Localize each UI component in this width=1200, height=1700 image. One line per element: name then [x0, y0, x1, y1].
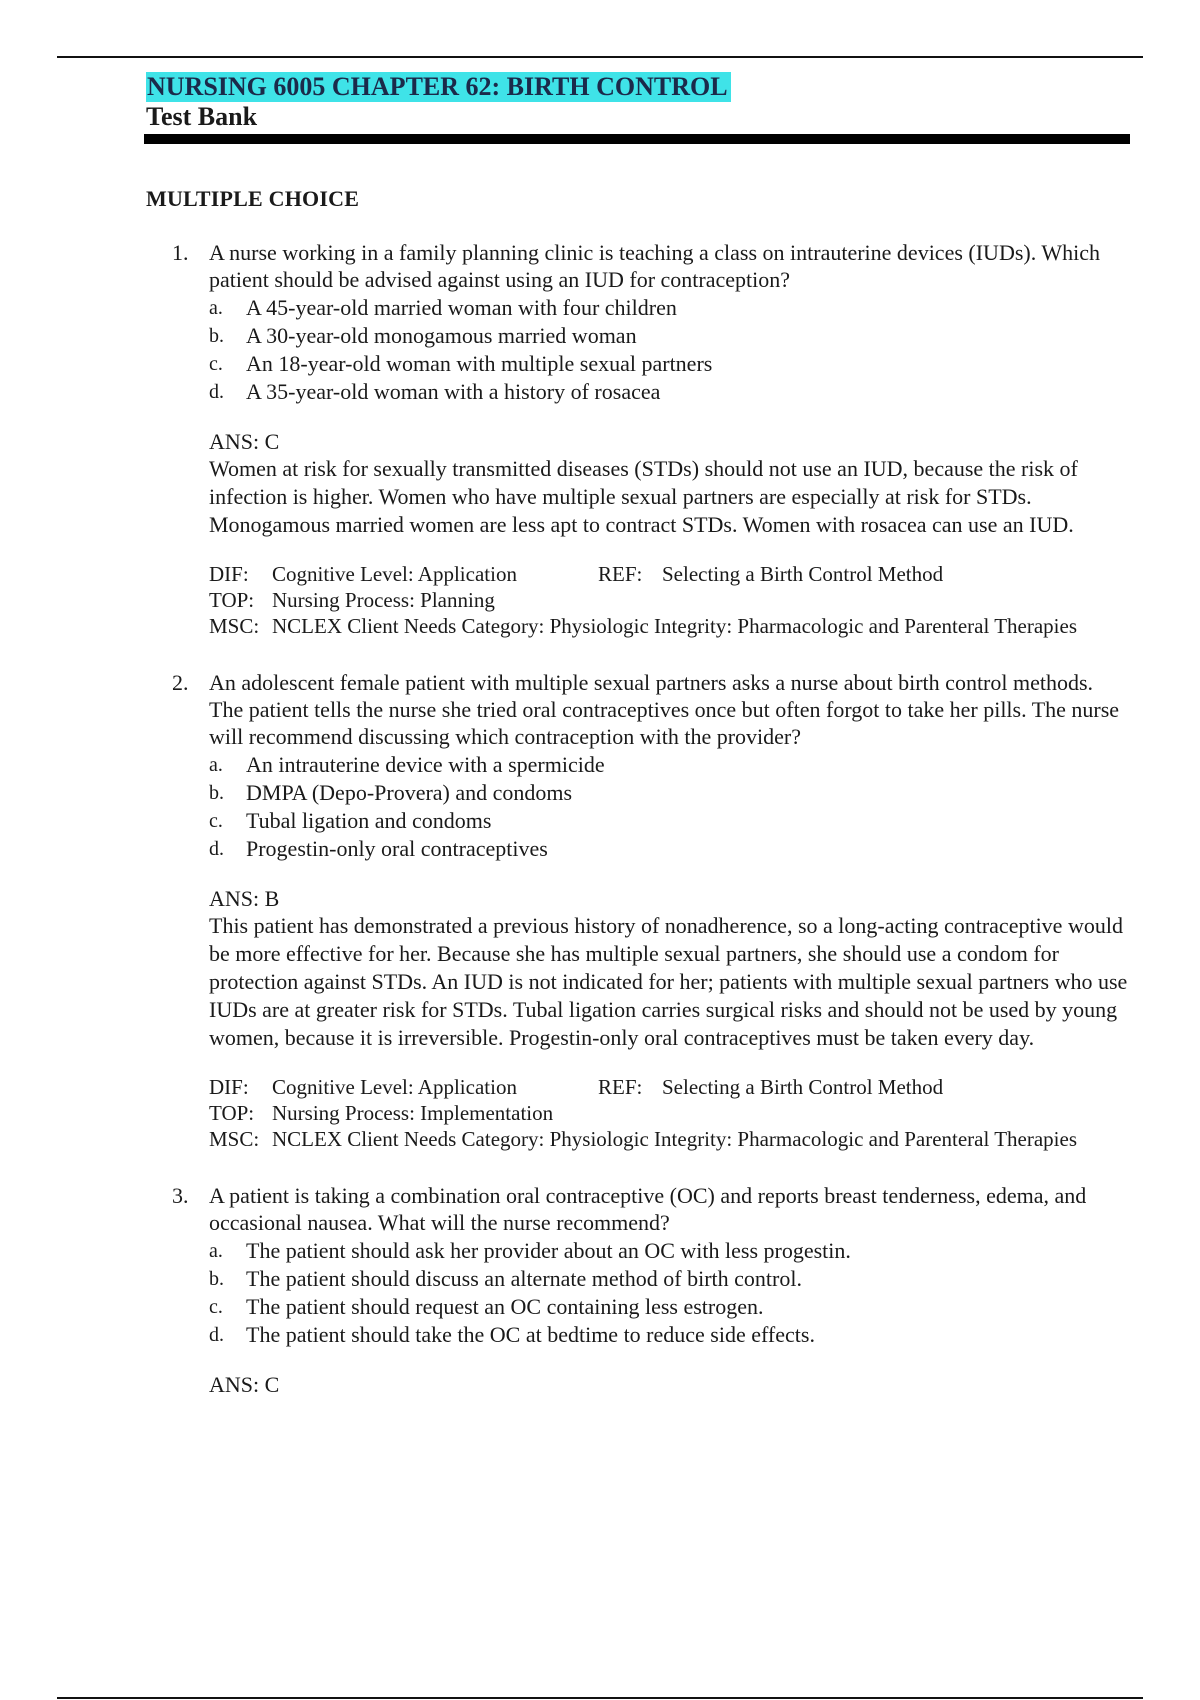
- option-letter: d.: [209, 1324, 224, 1346]
- question-2: [172, 669, 1132, 1152]
- option-letter: d.: [209, 838, 224, 860]
- answer-key: ANS: B: [209, 886, 280, 911]
- option-c: [209, 350, 1132, 378]
- ref-label: REF:: [598, 1075, 643, 1099]
- question-metadata: [209, 561, 1132, 639]
- option-text: A 45-year-old married woman with four children: [246, 295, 677, 320]
- header-divider: [144, 134, 1130, 144]
- option-a: [209, 294, 1132, 322]
- top-label: TOP:: [209, 588, 255, 612]
- option-d: [209, 378, 1132, 406]
- option-b: [209, 779, 1132, 807]
- top-value: Nursing Process: Implementation: [272, 1101, 554, 1125]
- option-d: [209, 835, 1132, 863]
- question-stem: A nurse working in a family planning clinic is teaching a class on intrauterine devices (IUDs). Which patient should be advised against using an IUD for contraception?: [209, 240, 1100, 292]
- ref-label: REF:: [598, 562, 643, 586]
- option-text: DMPA (Depo-Provera) and condoms: [246, 780, 573, 805]
- option-letter: b.: [209, 1268, 224, 1290]
- option-letter: b.: [209, 782, 224, 804]
- rationale-text: This patient has demonstrated a previous history of nonadherence, so a long-acting contraceptive would be more effective for her. Because she has multiple sexual partners, she should use a condom for protection against STDs. An IUD is not indicated for her; patients with multiple sexual partners who use IUDs are at greater risk for STDs. Tubal ligation carries surgical risks and should not be used by young women, because it is irreversible. Progestin-only oral contraceptives must be taken every day.: [209, 913, 1128, 1050]
- option-text: A 35-year-old woman with a history of rosacea: [246, 379, 661, 404]
- dif-label: DIF:: [209, 562, 249, 586]
- msc-value: NCLEX Client Needs Category: Physiologic Integrity: Pharmacologic and Parenteral Therapies: [272, 1127, 1077, 1151]
- option-d: [209, 1321, 1132, 1349]
- option-text: Progestin-only oral contraceptives: [246, 836, 548, 861]
- option-c: [209, 807, 1132, 835]
- answer-key: ANS: C: [209, 1372, 280, 1397]
- section-heading: MULTIPLE CHOICE: [146, 186, 360, 211]
- rationale-text: Women at risk for sexually transmitted diseases (STDs) should not use an IUD, because the risk of infection is higher. Women who have multiple sexual partners are especially at risk for STDs. Monogamous married women are less apt to contract STDs. Women with rosacea can use an IUD.: [209, 456, 1078, 537]
- answer-options: [209, 294, 1132, 406]
- msc-label: MSC:: [209, 614, 260, 638]
- option-c: [209, 1293, 1132, 1321]
- option-b: [209, 1265, 1132, 1293]
- document-header: [146, 72, 1130, 132]
- top-rule: [57, 56, 1143, 58]
- msc-label: MSC:: [209, 1127, 260, 1151]
- question-list: [172, 239, 1132, 1428]
- option-text: The patient should ask her provider about an OC with less progestin.: [246, 1238, 851, 1263]
- ref-value: Selecting a Birth Control Method: [662, 1075, 944, 1099]
- question-number: 1.: [172, 240, 189, 265]
- answer-options: [209, 1237, 1132, 1349]
- option-text: The patient should discuss an alternate method of birth control.: [246, 1266, 802, 1291]
- top-value: Nursing Process: Planning: [272, 588, 495, 612]
- ref-value: Selecting a Birth Control Method: [662, 562, 944, 586]
- answer-options: [209, 751, 1132, 863]
- msc-value: NCLEX Client Needs Category: Physiologic Integrity: Pharmacologic and Parenteral Therapies: [272, 614, 1077, 638]
- option-text: Tubal ligation and condoms: [246, 808, 492, 833]
- option-letter: c.: [209, 1296, 223, 1318]
- option-letter: c.: [209, 810, 223, 832]
- option-a: [209, 1237, 1132, 1265]
- option-text: The patient should take the OC at bedtime to reduce side effects.: [246, 1322, 815, 1347]
- option-letter: c.: [209, 353, 223, 375]
- dif-label: DIF:: [209, 1075, 249, 1099]
- option-text: An intrauterine device with a spermicide: [246, 752, 605, 777]
- option-letter: a.: [209, 754, 223, 776]
- option-letter: a.: [209, 297, 223, 319]
- dif-value: Cognitive Level: Application: [272, 562, 517, 586]
- question-number: 2.: [172, 670, 189, 695]
- top-label: TOP:: [209, 1101, 255, 1125]
- question-1: [172, 239, 1132, 639]
- question-metadata: [209, 1074, 1132, 1152]
- option-text: A 30-year-old monogamous married woman: [246, 323, 637, 348]
- option-text: The patient should request an OC containing less estrogen.: [246, 1294, 764, 1319]
- option-letter: b.: [209, 325, 224, 347]
- bottom-rule: [57, 1697, 1143, 1699]
- document-subtitle: Test Bank: [146, 102, 258, 131]
- option-letter: a.: [209, 1240, 223, 1262]
- dif-value: Cognitive Level: Application: [272, 1075, 517, 1099]
- question-3: [172, 1182, 1132, 1398]
- document-title: NURSING 6005 CHAPTER 62: BIRTH CONTROL: [146, 72, 731, 102]
- option-text: An 18-year-old woman with multiple sexual partners: [246, 351, 713, 376]
- option-letter: d.: [209, 381, 224, 403]
- question-stem: A patient is taking a combination oral contraceptive (OC) and reports breast tenderness, edema, and occasional nausea. What will the nurse recommend?: [209, 1183, 1087, 1235]
- option-a: [209, 751, 1132, 779]
- question-number: 3.: [172, 1183, 189, 1208]
- answer-key: ANS: C: [209, 429, 280, 454]
- question-stem: An adolescent female patient with multiple sexual partners asks a nurse about birth control methods. The patient tells the nurse she tried oral contraceptives once but often forgot to take her pills. The nurse will recommend discussing which contraception with the provider?: [209, 670, 1120, 749]
- option-b: [209, 322, 1132, 350]
